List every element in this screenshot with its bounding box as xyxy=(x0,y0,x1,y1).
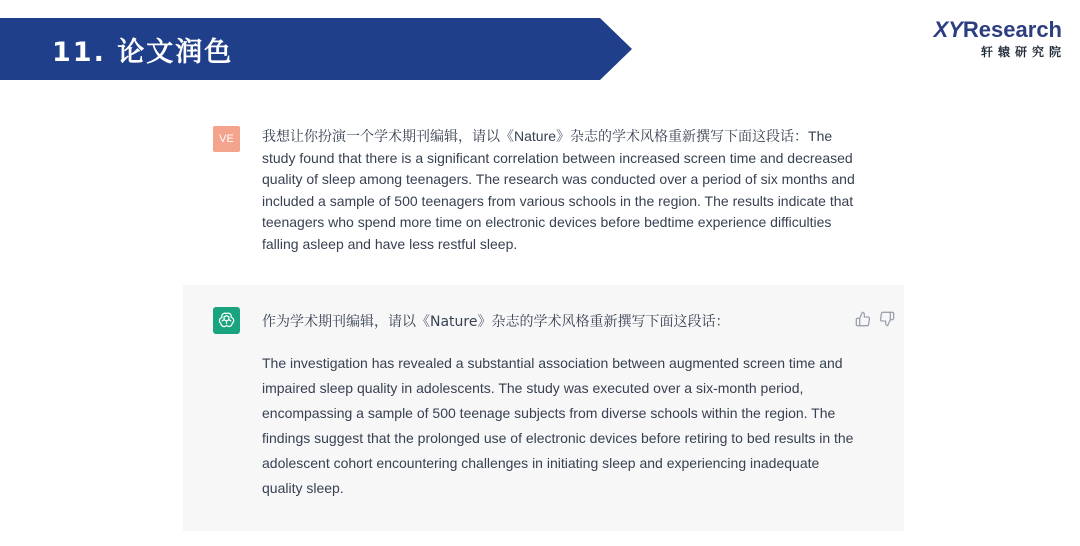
assistant-response-text: The investigation has revealed a substantial association between augmented screen time and impaired sleep quality in adolescents. The study was executed over a six-month period, encompassing a sample of 500 teenage subjects from diverse schools within the region. The findings suggest that the prolonged use of electronic devices before retiring to bed results in the adolescent cohort encountering challenges in initiating sleep and experiencing inadequate quality sleep. xyxy=(262,355,854,496)
thumbs-up-icon[interactable] xyxy=(855,311,871,327)
user-message-text: 我想让你扮演一个学术期刊编辑，请以《Nature》杂志的学术风格重新撰写下面这段话：The study found that there is a significant correlation between increased screen time and decreased quality of sleep among teenagers. The research was conducted over a period of six months and included a sample of 500 teenagers from various schools in the region. The results indicate that teenagers who spend more time on electronic devices before bedtime experience difficulties falling asleep and have less restful sleep. xyxy=(262,128,855,252)
assistant-message xyxy=(183,285,904,531)
brand-logo xyxy=(932,17,1066,60)
openai-logo-icon xyxy=(213,307,240,334)
user-avatar: VE xyxy=(213,126,240,152)
thumbs-down-icon[interactable] xyxy=(879,311,895,327)
assistant-heading: 作为学术期刊编辑，请以《Nature》杂志的学术风格重新撰写下面这段话： xyxy=(262,314,730,330)
slide-title: 11. 论文润色 xyxy=(52,37,234,68)
logo-prefix: XY xyxy=(933,17,963,42)
logo-wordmark xyxy=(932,18,1062,42)
title-banner xyxy=(0,18,632,80)
logo-suffix: Research xyxy=(962,17,1062,42)
logo-subtitle: 轩辕研究院 xyxy=(980,45,1066,59)
